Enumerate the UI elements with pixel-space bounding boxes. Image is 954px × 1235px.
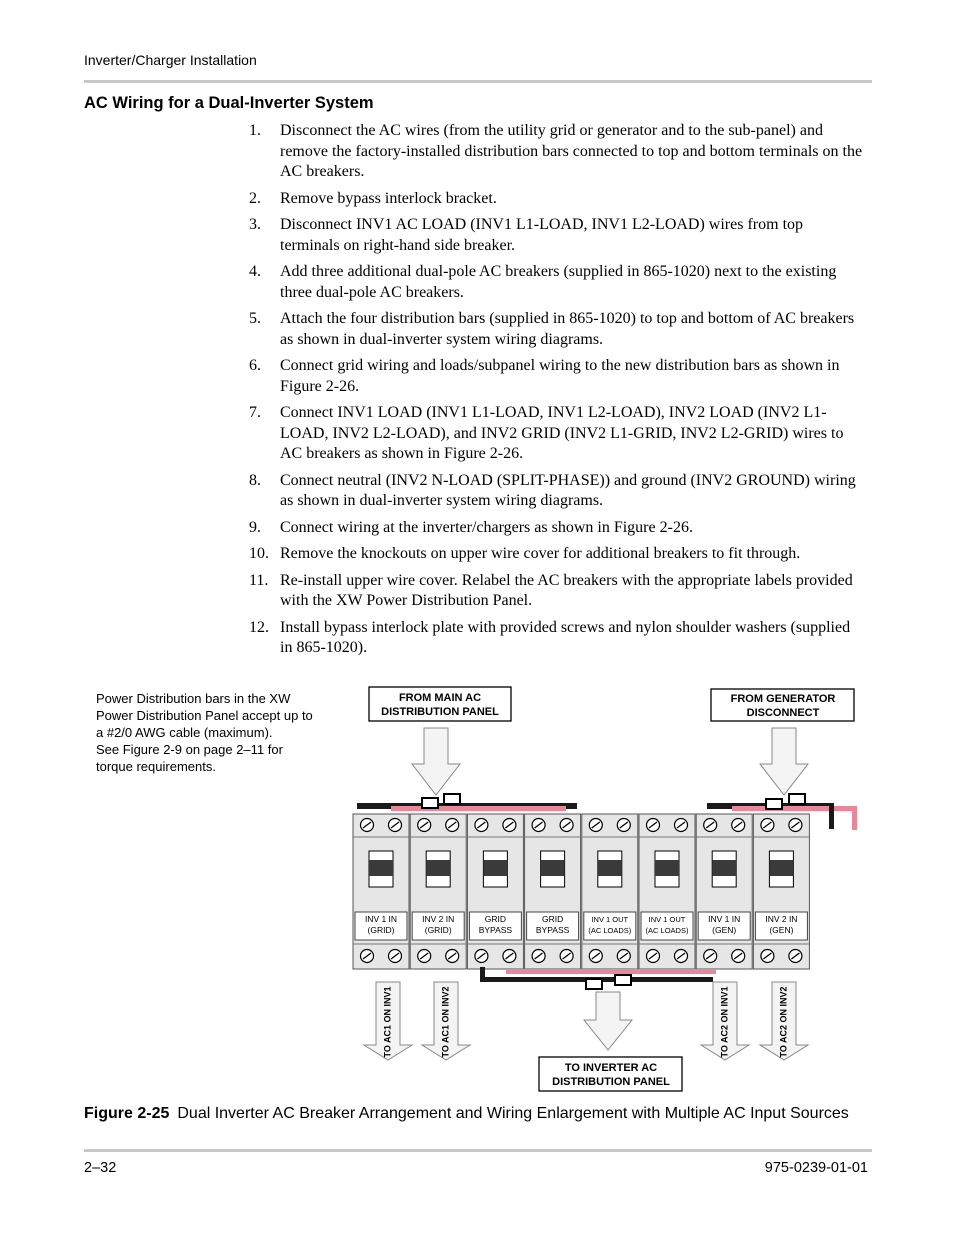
step-text: Re-install upper wire cover. Relabel the AC breakers with the appropriate labels provided with the XW Power Distribution Panel. — [280, 571, 853, 609]
step-text: Disconnect INV1 AC LOAD (INV1 L1-LOAD, INV1 L2-LOAD) wires from top terminals on right-hand side breaker. — [280, 216, 804, 254]
breaker-label-line1: GRID — [484, 914, 507, 924]
step-item — [249, 471, 864, 512]
to-inverter-label: DISTRIBUTION PANEL — [552, 1076, 670, 1088]
step-number: 9. — [249, 518, 261, 536]
step-item — [249, 215, 864, 256]
step-number: 11. — [249, 571, 269, 589]
note-line: Power Distribution bars in the XW — [96, 691, 291, 706]
ac-breaker — [353, 814, 409, 969]
step-text: Add three additional dual-pole AC breakers (supplied in 865-1020) next to the existing three dual-pole AC breakers. — [280, 263, 837, 301]
ac-breaker — [639, 814, 695, 969]
ac-breaker — [410, 814, 466, 969]
breaker-label-line2: (GEN) — [769, 925, 794, 935]
document-number: 975-0239-01-01 — [764, 1160, 868, 1176]
breaker-label-line2: (GRID) — [424, 925, 452, 935]
breaker-label-line2: (AC LOADS) — [588, 926, 632, 935]
to-inverter-label: TO INVERTER AC — [564, 1062, 658, 1074]
step-item — [249, 618, 864, 659]
breaker-label-line1: INV 1 OUT — [648, 915, 686, 924]
note-line: See Figure 2-9 on page 2–11 for — [96, 742, 283, 757]
lug-connector — [586, 979, 602, 989]
step-number: 8. — [249, 471, 261, 489]
arrow-down-icon — [412, 728, 460, 795]
step-text: Remove the knockouts on upper wire cover for additional breakers to fit through. — [280, 545, 801, 562]
breaker-label-line1: INV 1 IN — [708, 914, 741, 924]
arrow-down-icon — [760, 728, 808, 795]
step-text: Remove bypass interlock bracket. — [280, 189, 497, 207]
breaker-handle — [655, 860, 679, 876]
step-text: Install bypass interlock plate with provided screws and nylon shoulder washers (supplied in 865-1020). — [280, 618, 851, 656]
breaker-label-line2: (AC LOADS) — [645, 926, 689, 935]
breaker-handle — [369, 860, 393, 876]
page-number: 2–32 — [84, 1160, 117, 1176]
breaker-label-line1: INV 2 IN — [422, 914, 455, 924]
lug-connector — [444, 794, 460, 804]
step-item — [249, 189, 864, 210]
step-number: 4. — [249, 263, 261, 280]
ac-breaker — [467, 814, 523, 969]
breaker-handle — [598, 860, 622, 876]
footer-rule — [84, 1149, 872, 1152]
step-item — [249, 309, 864, 350]
step-number: 2. — [249, 189, 261, 207]
ac-breaker — [525, 814, 581, 969]
note-line: Power Distribution Panel accept up to — [96, 708, 313, 723]
breaker-label-line2: BYPASS — [478, 925, 513, 935]
note-line: a #2/0 AWG cable (maximum). — [96, 725, 273, 740]
step-number: 10. — [249, 545, 269, 562]
ac-breaker — [696, 814, 752, 969]
to-ac2-inv2-label: TO AC2 ON INV2 — [778, 986, 789, 1058]
figure-label: Figure 2-25 — [84, 1105, 170, 1122]
step-text: Connect INV1 LOAD (INV1 L1-LOAD, INV1 L2-LOAD), INV2 LOAD (INV2 L1-LOAD, INV2 L2-LOAD), and INV2 GRID (INV2 L1-GRID, INV2 L2-GRID) wires to AC breakers as shown in Figure 2-26. — [280, 404, 844, 462]
step-text: Attach the four distribution bars (supplied in 865-1020) to top and bottom of AC breakers as shown in dual-inverter system wiring diagrams. — [280, 310, 855, 348]
step-number: 1. — [249, 122, 261, 139]
from-generator-label: DISCONNECT — [746, 707, 820, 719]
to-ac1-inv2-label: TO AC1 ON INV2 — [440, 986, 451, 1058]
breaker-handle — [769, 860, 793, 876]
gen-bus-bar-red — [732, 806, 857, 811]
step-number: 12. — [249, 618, 269, 636]
step-number: 6. — [249, 357, 261, 374]
from-main-label: FROM MAIN AC — [398, 692, 482, 704]
breaker-handle — [541, 860, 565, 876]
breaker-label-line1: GRID — [541, 914, 564, 924]
lug-connector — [422, 798, 438, 808]
breaker-handle — [426, 860, 450, 876]
step-text: Connect neutral (INV2 N-LOAD (SPLIT-PHASE)) and ground (INV2 GROUND) wiring as shown in dual-inverter system wiring diagrams. — [280, 471, 856, 509]
breaker-handle — [712, 860, 736, 876]
breaker-handle — [483, 860, 507, 876]
breaker-row — [353, 814, 809, 969]
figure-caption — [84, 1105, 849, 1123]
breaker-label-line1: INV 1 OUT — [591, 915, 629, 924]
bottom-bus-drop — [480, 967, 485, 979]
lug-connector — [789, 794, 805, 804]
step-text: Disconnect the AC wires (from the utility grid or generator and to the sub-panel) and remove the factory-installed distribution bars connected to top and bottom terminals on the AC breakers. — [280, 122, 863, 180]
figure-title: Dual Inverter AC Breaker Arrangement and Wiring Enlargement with Multiple AC Input Sources — [177, 1105, 849, 1122]
ac-breaker — [753, 814, 809, 969]
from-generator-label: FROM GENERATOR — [730, 693, 836, 705]
gen-bus-drop-black — [829, 803, 834, 829]
top-bus-bar-red — [391, 806, 566, 811]
arrow-down-icon — [584, 992, 632, 1050]
section-title: AC Wiring for a Dual-Inverter System — [84, 94, 374, 112]
step-item — [249, 518, 864, 539]
step-number: 7. — [249, 404, 261, 421]
torque-note — [96, 690, 336, 775]
breaker-label-line2: (GRID) — [367, 925, 395, 935]
to-ac2-inv1-label: TO AC2 ON INV1 — [719, 986, 730, 1058]
step-item — [249, 356, 864, 397]
ac-breaker — [582, 814, 638, 969]
step-item — [249, 121, 864, 183]
note-line: torque requirements. — [96, 759, 216, 774]
bottom-bus-bar-red — [506, 969, 716, 974]
step-item — [249, 262, 864, 303]
running-header: Inverter/Charger Installation — [84, 52, 257, 68]
lug-connector — [766, 799, 782, 809]
step-text: Connect grid wiring and loads/subpanel wiring to the new distribution bars as shown in Figure 2-26. — [280, 357, 840, 395]
breaker-label-line1: INV 2 IN — [765, 914, 798, 924]
breaker-label-line1: INV 1 IN — [364, 914, 398, 924]
step-item — [249, 544, 864, 565]
header-rule — [84, 80, 872, 83]
instruction-steps — [249, 121, 864, 665]
step-number: 3. — [249, 216, 261, 233]
lug-connector — [615, 975, 631, 985]
step-text: Connect wiring at the inverter/chargers as shown in Figure 2-26. — [280, 518, 693, 536]
breaker-label-line2: (GEN) — [712, 925, 737, 935]
step-number: 5. — [249, 310, 261, 327]
gen-bus-drop-red — [852, 806, 857, 830]
from-main-label: DISTRIBUTION PANEL — [381, 706, 499, 718]
step-item — [249, 403, 864, 465]
breaker-wiring-diagram — [340, 680, 880, 1100]
to-ac1-inv1-label: TO AC1 ON INV1 — [382, 986, 393, 1058]
breaker-label-line2: BYPASS — [535, 925, 570, 935]
step-item — [249, 571, 864, 612]
